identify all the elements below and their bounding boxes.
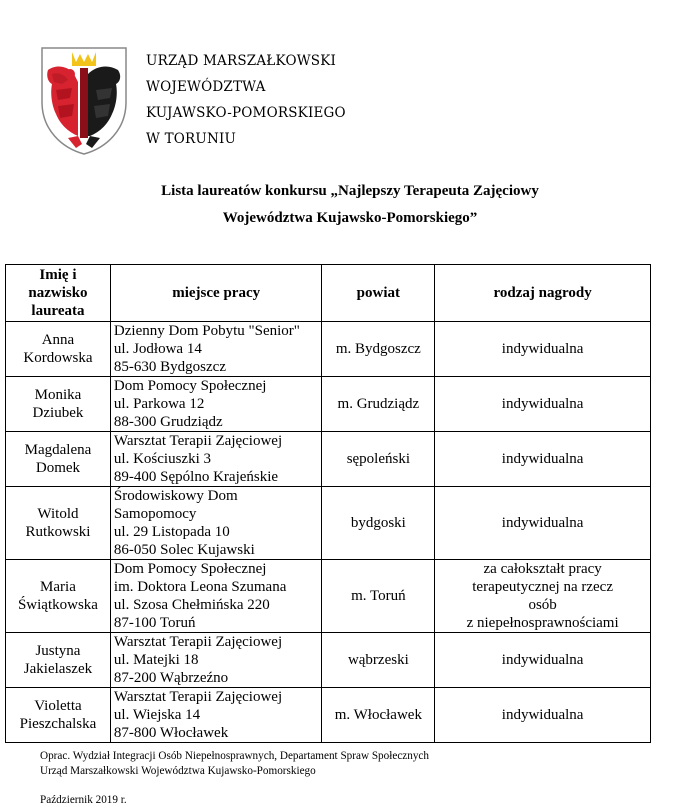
award-type-cell-line: terapeutycznej na rzecz (472, 579, 613, 595)
laureate-name-cell (6, 322, 111, 377)
workplace-cell (110, 322, 322, 377)
award-type-cell (435, 487, 651, 560)
laureate-name-cell-line: Dziubek (32, 405, 84, 421)
award-type-cell (435, 432, 651, 487)
award-type-cell-line: z niepełnosprawnościami (466, 615, 619, 631)
award-type-cell-line: osób (528, 597, 557, 613)
laureate-name-cell (6, 432, 111, 487)
award-type-cell (435, 377, 651, 432)
header-name (6, 265, 111, 322)
header-workplace: miejsce pracy (110, 265, 322, 322)
workplace-cell (110, 633, 322, 688)
powiat-cell: m. Toruń (322, 560, 435, 633)
table-row (6, 688, 651, 743)
footer-date: Październik 2019 r. (40, 794, 127, 806)
table-header-row (6, 265, 651, 322)
workplace-cell-line: Dom Pomocy Społecznej (113, 378, 267, 394)
workplace-cell-line: ul. Wiejska 14 (113, 707, 201, 723)
award-type-cell-line: indywidualna (501, 707, 584, 723)
workplace-cell (110, 432, 322, 487)
laureate-name-cell-line: Monika (34, 387, 82, 403)
laureate-name-cell (6, 633, 111, 688)
office-line-1: URZĄD MARSZAŁKOWSKI (146, 53, 337, 69)
laureate-name-cell-line: Anna (41, 332, 75, 348)
workplace-cell (110, 487, 322, 560)
coat-of-arms-icon (38, 44, 130, 156)
laureate-name-cell (6, 487, 111, 560)
office-line-2: WOJEWÓDZTWA (146, 79, 266, 95)
workplace-cell (110, 688, 322, 743)
header-powiat: powiat (322, 265, 435, 322)
laureate-name-cell (6, 377, 111, 432)
workplace-cell (110, 560, 322, 633)
workplace-cell-line: 87-100 Toruń (113, 615, 196, 631)
workplace-cell-line: im. Doktora Leona Szumana (113, 579, 287, 595)
award-type-cell-line: indywidualna (501, 341, 584, 357)
workplace-cell-line: ul. 29 Listopada 10 (113, 524, 230, 540)
workplace-cell-line: 86-050 Solec Kujawski (113, 542, 255, 558)
table-row (6, 633, 651, 688)
laureate-name-cell-line: Pieszchalska (19, 716, 97, 732)
laureate-name-cell-line: Świątkowska (17, 597, 98, 613)
powiat-cell: m. Włocławek (322, 688, 435, 743)
award-type-cell (435, 688, 651, 743)
table-row (6, 432, 651, 487)
award-type-cell-line: za całokształt pracy (483, 561, 602, 577)
laureate-name-cell-line: Rutkowski (25, 524, 91, 540)
table-body (6, 322, 651, 743)
header-name-line: Imię i (39, 267, 77, 283)
header-award: rodzaj nagrody (435, 265, 651, 322)
header-name-line: laureata (31, 303, 85, 319)
workplace-cell-line: Warsztat Terapii Zajęciowej (113, 689, 283, 705)
table-row (6, 377, 651, 432)
workplace-cell-line: 85-630 Bydgoszcz (113, 359, 226, 375)
footer-line-1: Oprac. Wydział Integracji Osób Niepełnosprawnych, Departament Spraw Społecznych (40, 750, 429, 762)
laureate-name-cell (6, 688, 111, 743)
workplace-cell-line: 87-200 Wąbrzeźno (113, 670, 229, 686)
award-type-cell-line: indywidualna (501, 396, 584, 412)
workplace-cell-line: 87-800 Włocławek (113, 725, 229, 741)
workplace-cell (110, 377, 322, 432)
award-type-cell-line: indywidualna (501, 652, 584, 668)
award-type-cell-line: indywidualna (501, 451, 584, 467)
footer-line-2: Urząd Marszałkowski Województwa Kujawsko-Pomorskiego (40, 765, 316, 777)
powiat-cell: bydgoski (322, 487, 435, 560)
powiat-cell: m. Bydgoszcz (322, 322, 435, 377)
workplace-cell-line: ul. Jodłowa 14 (113, 341, 202, 357)
office-header (146, 48, 346, 152)
award-type-cell-line: indywidualna (501, 515, 584, 531)
workplace-cell-line: Warsztat Terapii Zajęciowej (113, 433, 283, 449)
laureate-name-cell-line: Domek (35, 460, 81, 476)
workplace-cell-line: ul. Parkowa 12 (113, 396, 205, 412)
laureates-table (5, 264, 651, 743)
laureate-name-cell-line: Violetta (34, 698, 82, 714)
workplace-cell-line: ul. Szosa Chełmińska 220 (113, 597, 270, 613)
award-type-cell (435, 322, 651, 377)
table-row (6, 322, 651, 377)
workplace-cell-line: 89-400 Sępólno Krajeńskie (113, 469, 279, 485)
laureate-name-cell (6, 560, 111, 633)
laureate-name-cell-line: Kordowska (23, 350, 93, 366)
workplace-cell-line: Dzienny Dom Pobytu "Senior" (113, 323, 300, 339)
laureate-name-cell-line: Witold (37, 506, 79, 522)
workplace-cell-line: ul. Kościuszki 3 (113, 451, 211, 467)
laureate-name-cell-line: Magdalena (24, 442, 92, 458)
workplace-cell-line: Dom Pomocy Społecznej (113, 561, 267, 577)
office-line-3: KUJAWSKO-POMORSKIEGO (146, 105, 346, 121)
workplace-cell-line: ul. Matejki 18 (113, 652, 199, 668)
header-name-line: nazwisko (28, 285, 88, 301)
powiat-cell: wąbrzeski (322, 633, 435, 688)
workplace-cell-line: Samopomocy (113, 506, 197, 522)
workplace-cell-line: Warsztat Terapii Zajęciowej (113, 634, 283, 650)
office-line-4: W TORUNIU (146, 131, 237, 147)
laureate-name-cell-line: Maria (40, 579, 76, 595)
award-type-cell (435, 633, 651, 688)
laureate-name-cell-line: Jakielaszek (23, 661, 93, 677)
laureate-name-cell-line: Justyna (35, 643, 81, 659)
document-title-line-1: Lista laureatów konkursu „Najlepszy Terapeuta Zajęciowy (161, 183, 539, 199)
table-row (6, 560, 651, 633)
workplace-cell-line: 88-300 Grudziądz (113, 414, 223, 430)
workplace-cell-line: Środowiskowy Dom (113, 488, 238, 504)
document-title-line-2: Województwa Kujawsko-Pomorskiego” (222, 210, 478, 226)
powiat-cell: m. Grudziądz (322, 377, 435, 432)
award-type-cell (435, 560, 651, 633)
table-row (6, 487, 651, 560)
powiat-cell: sępoleński (322, 432, 435, 487)
